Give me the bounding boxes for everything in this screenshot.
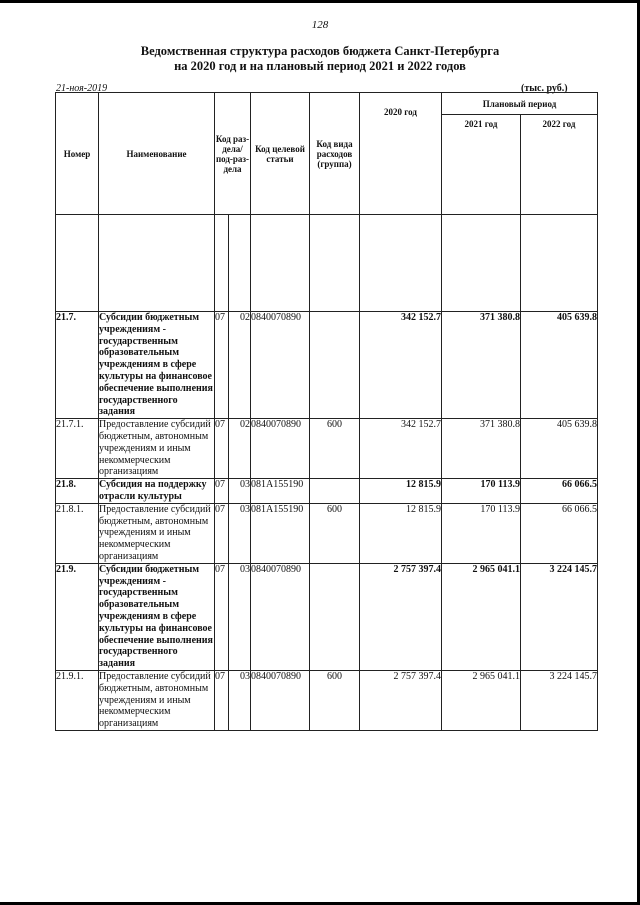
- row-amount-2022: 3 224 145.7: [521, 563, 598, 670]
- row-number: 21.7.1.: [56, 419, 99, 479]
- row-section: 07: [215, 670, 229, 730]
- row-amount-2022: 405 639.8: [521, 419, 598, 479]
- row-section: 07: [215, 479, 229, 504]
- row-section: 07: [215, 419, 229, 479]
- row-subsection: 02: [229, 312, 251, 419]
- row-target-code: 0840070890: [251, 563, 310, 670]
- title-line-2: на 2020 год и на плановый период 2021 и 2022 годов: [174, 59, 466, 73]
- spacer-row: [56, 215, 598, 312]
- row-amount-2022: 66 066.5: [521, 479, 598, 504]
- row-target-code: 081A155190: [251, 503, 310, 563]
- table-row: [56, 479, 598, 504]
- page-number: 128: [311, 19, 329, 31]
- document-date: 21-ноя-2019: [56, 83, 108, 94]
- row-name: Предоставление субсидий бюджетным, автономным учреждениям и иным некоммерческим организациям: [99, 670, 215, 730]
- row-name: Предоставление субсидий бюджетным, автономным учреждениям и иным некоммерческим организациям: [99, 419, 215, 479]
- row-section: 07: [215, 503, 229, 563]
- row-name: Субсидии бюджетным учреждениям - государственным образовательным учреждениям в сфере культуры на финансовое обеспечение выполнения государственного задания: [99, 312, 213, 418]
- table-header: [56, 93, 598, 215]
- row-name: Субсидии бюджетным учреждениям - государственным образовательным учреждениям в сфере культуры на финансовое обеспечение выполнения государственного задания: [99, 563, 213, 670]
- table-body: [56, 215, 598, 731]
- row-subsection: 03: [229, 563, 251, 670]
- title-line-1: Ведомственная структура расходов бюджета Санкт-Петербурга: [140, 44, 500, 58]
- header-planning-period: Плановый период: [442, 93, 598, 115]
- row-amount-2021: 170 113.9: [442, 479, 521, 504]
- row-amount-2020: 2 757 397.4: [360, 563, 442, 670]
- table-row: [56, 419, 598, 479]
- units-label: (тыс. руб.): [521, 83, 568, 94]
- header-year-2021: 2021 год: [442, 115, 521, 215]
- header-year-2022: 2022 год: [521, 115, 598, 215]
- budget-table: [55, 92, 598, 731]
- header-year-2020: 2020 год: [360, 93, 442, 215]
- row-amount-2020: 2 757 397.4: [360, 670, 442, 730]
- row-amount-2021: 2 965 041.1: [442, 670, 521, 730]
- header-number: Номер: [56, 93, 99, 215]
- row-amount-2021: 170 113.9: [442, 503, 521, 563]
- row-target-code: 0840070890: [251, 670, 310, 730]
- row-amount-2021: 371 380.8: [442, 312, 521, 419]
- row-number: 21.8.1.: [56, 503, 99, 563]
- header-name: Наименование: [99, 93, 215, 215]
- header-expense-type: Код вида расходов (группа): [310, 93, 360, 215]
- row-amount-2021: 2 965 041.1: [442, 563, 521, 670]
- row-amount-2020: 12 815.9: [360, 503, 442, 563]
- row-expense-type: 600: [310, 670, 360, 730]
- row-amount-2022: 405 639.8: [521, 312, 598, 419]
- row-subsection: 02: [229, 419, 251, 479]
- header-target-code: Код целевой статьи: [251, 93, 310, 215]
- table-row: [56, 563, 598, 670]
- row-name: Субсидия на поддержку отрасли культуры: [99, 479, 215, 504]
- table-row: [56, 503, 598, 563]
- row-subsection: 03: [229, 479, 251, 504]
- row-amount-2020: 342 152.7: [360, 312, 442, 419]
- page-border-top: [0, 0, 640, 3]
- row-target-code: 081A155190: [251, 479, 310, 504]
- document-title: [0, 44, 640, 74]
- row-subsection: 03: [229, 670, 251, 730]
- row-amount-2022: 3 224 145.7: [521, 670, 598, 730]
- row-name: Предоставление субсидий бюджетным, автономным учреждениям и иным некоммерческим организациям: [99, 503, 215, 563]
- row-number: 21.9.1.: [56, 670, 99, 730]
- row-expense-type: [310, 563, 360, 670]
- row-expense-type: [310, 312, 360, 419]
- table-row: [56, 670, 598, 730]
- row-number: 21.8.: [56, 479, 99, 504]
- row-number: 21.9.: [56, 563, 99, 670]
- row-subsection: 03: [229, 503, 251, 563]
- row-amount-2020: 12 815.9: [360, 479, 442, 504]
- row-section: 07: [215, 563, 229, 670]
- row-amount-2022: 66 066.5: [521, 503, 598, 563]
- row-amount-2020: 342 152.7: [360, 419, 442, 479]
- row-expense-type: 600: [310, 503, 360, 563]
- row-amount-2021: 371 380.8: [442, 419, 521, 479]
- row-target-code: 0840070890: [251, 419, 310, 479]
- row-expense-type: 600: [310, 419, 360, 479]
- row-target-code: 0840070890: [251, 312, 310, 419]
- table-row: [56, 312, 598, 419]
- row-expense-type: [310, 479, 360, 504]
- row-section: 07: [215, 312, 229, 419]
- row-number: 21.7.: [56, 312, 99, 419]
- header-section-code: Код раз-дела/ под-раз-дела: [215, 93, 251, 215]
